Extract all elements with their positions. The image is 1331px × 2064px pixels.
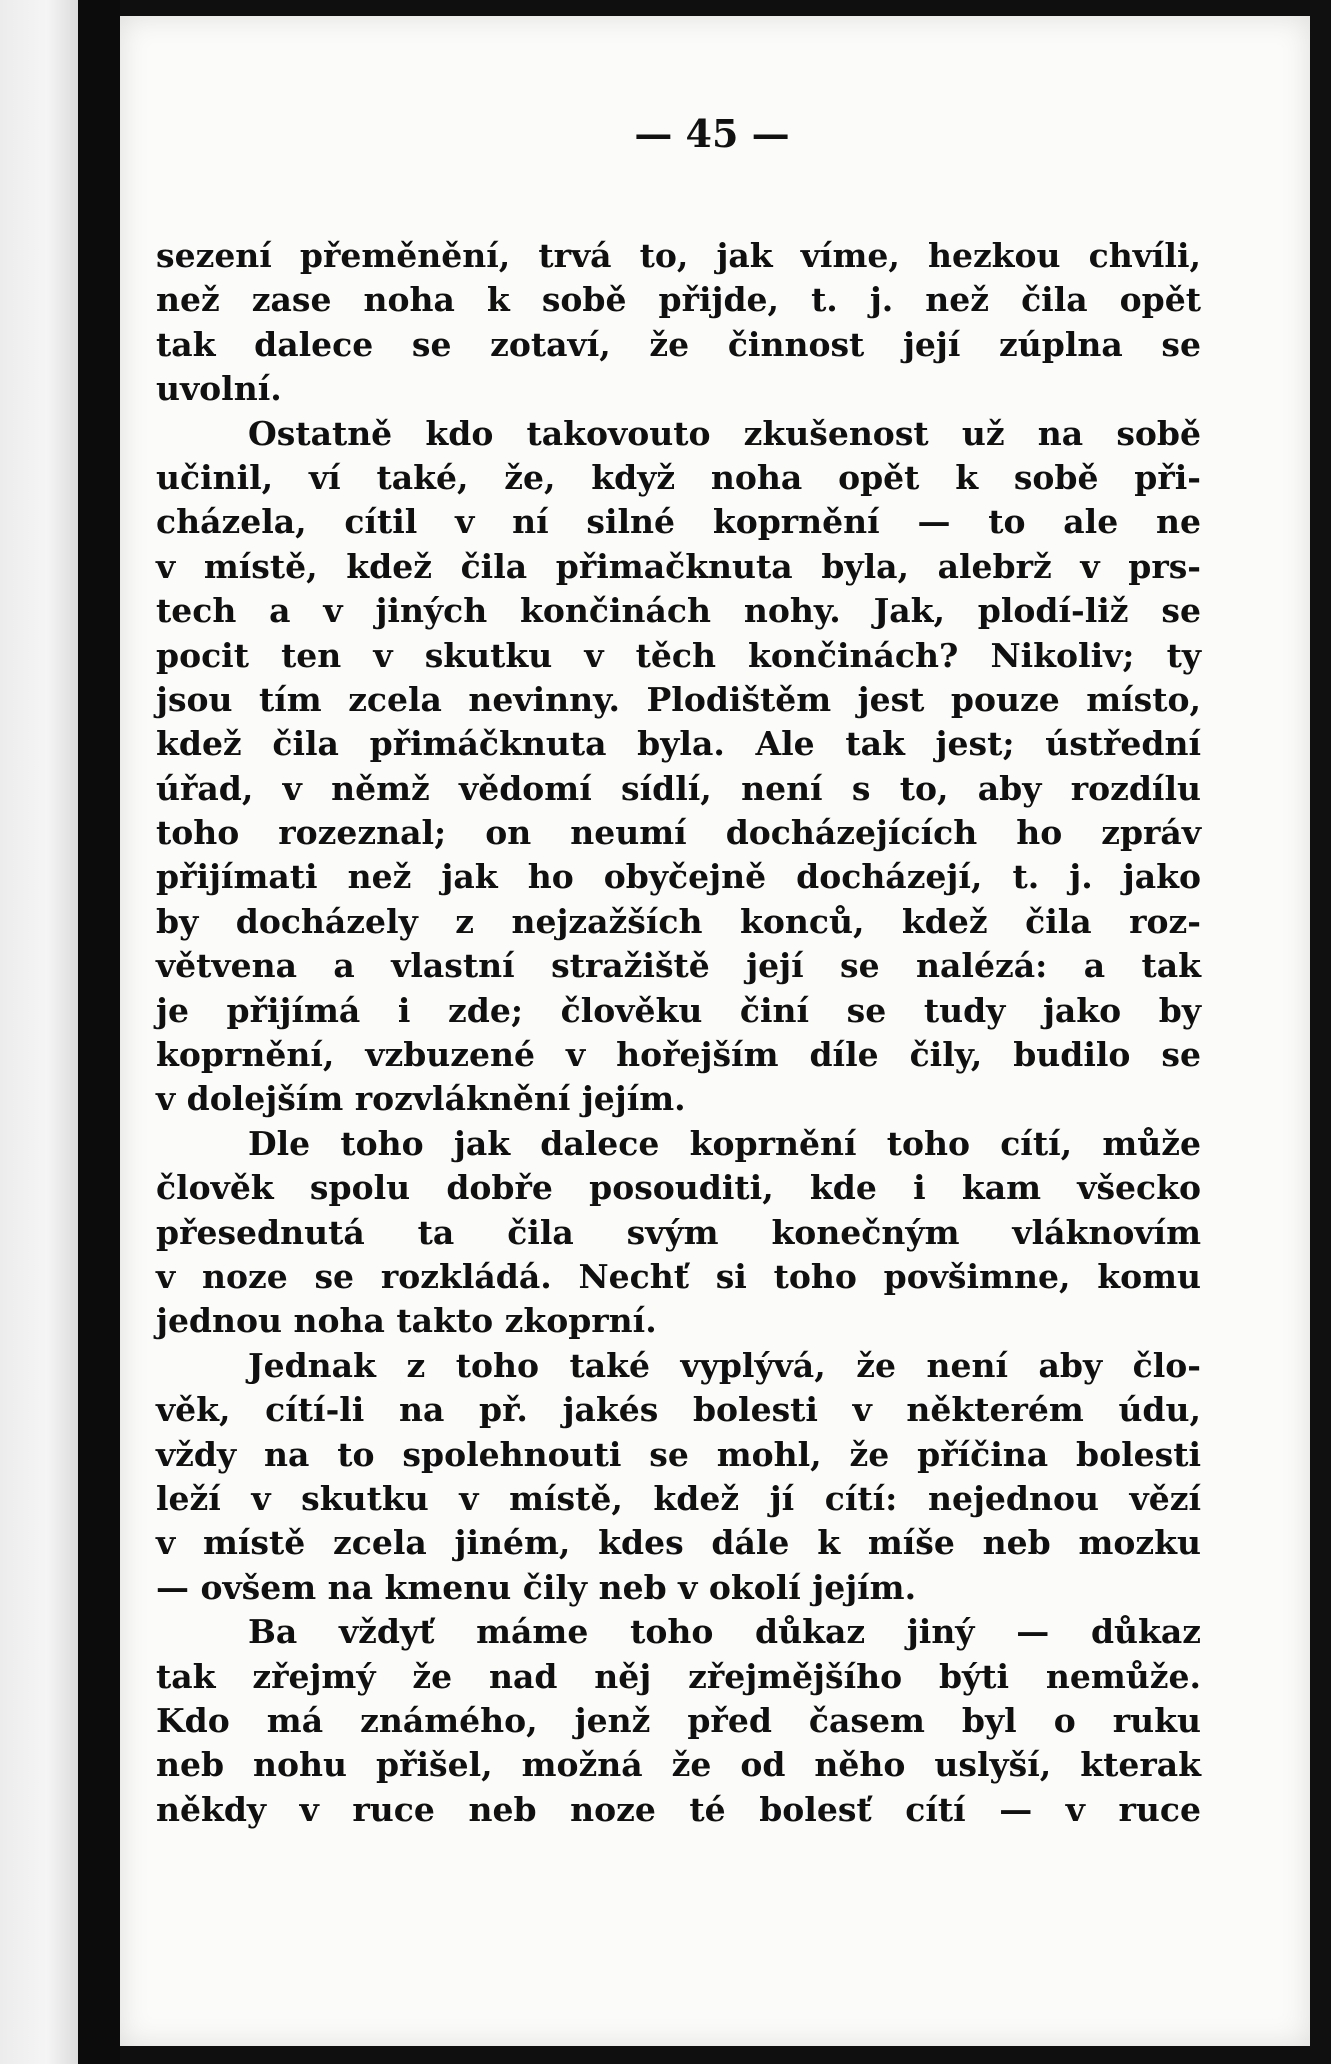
- text-line: Jednak z toho také vyplývá, že není aby člo-: [248, 1345, 1201, 1385]
- text-line: přijímati než jak ho obyčejně docházejí, t. j. jako: [156, 857, 1201, 897]
- text-line: tak zřejmý že nad něj zřejmějšího býti nemůže.: [156, 1656, 1201, 1696]
- text-line: tak dalece se zotaví, že činnost její zúplna se: [156, 324, 1201, 364]
- scan-border: [1310, 0, 1331, 2064]
- text-line: vždy na to spolehnouti se mohl, že příčina bolesti: [156, 1434, 1201, 1474]
- text-line: jsou tím zcela nevinny. Plodištěm jest pouze místo,: [156, 679, 1201, 719]
- text-line: sezení přeměnění, trvá to, jak víme, hezkou chvíli,: [156, 236, 1201, 275]
- text-line: v noze se rozkládá. Nechť si toho povšimne, komu: [156, 1256, 1201, 1296]
- paragraph: [156, 1610, 1201, 1832]
- text-line: Kdo má známého, jenž před časem byl o ruku: [156, 1700, 1201, 1740]
- text-line: v místě zcela jiném, kdes dále k míše neb mozku: [156, 1523, 1201, 1563]
- text-line: pocit ten v skutku v těch končinách? Nikoliv; ty: [156, 635, 1201, 675]
- text-line: v dolejším rozvláknění jejím.: [156, 1079, 686, 1119]
- text-line: úřad, v němž vědomí sídlí, není s to, aby rozdílu: [156, 768, 1201, 808]
- text-line: toho rozeznal; on neumí docházejících ho zpráv: [156, 813, 1201, 853]
- book-gutter: [78, 0, 120, 2064]
- text-line: leží v skutku v místě, kdež jí cítí: nejednou vězí: [156, 1478, 1201, 1518]
- text-line: neb nohu přišel, možná že od něho uslyší, kterak: [156, 1745, 1201, 1785]
- text-line: uvolní.: [156, 369, 282, 409]
- text-line: Dle toho jak dalece koprnění toho cítí, může: [248, 1123, 1201, 1163]
- paragraph: [156, 412, 1201, 1122]
- text-line: než zase noha k sobě přijde, t. j. než čila opět: [156, 280, 1201, 320]
- text-line: věk, cítí-li na př. jakés bolesti v některém údu,: [156, 1390, 1201, 1430]
- text-line: jednou noha takto zkoprní.: [156, 1301, 657, 1341]
- text-line: koprnění, vzbuzené v hořejším díle čily, budilo se: [156, 1035, 1201, 1075]
- page-sheet: [120, 16, 1310, 2046]
- text-line: učinil, ví také, že, když noha opět k sobě při-: [156, 457, 1201, 497]
- text-line: někdy v ruce neb noze té bolesť cítí — v ruce: [156, 1789, 1201, 1829]
- text-line: přesednutá ta čila svým konečným vláknovím: [156, 1212, 1201, 1252]
- text-line: v místě, kdež čila přimačknuta byla, alebrž v prs-: [156, 546, 1201, 586]
- paragraph: [156, 1122, 1201, 1344]
- text-line: by docházely z nejzažších konců, kdež čila roz-: [156, 901, 1201, 941]
- body-text: [156, 234, 1201, 1832]
- text-line: větvena a vlastní stražiště její se nalézá: a tak: [156, 946, 1201, 986]
- paragraph: [156, 234, 1201, 412]
- text-line: člověk spolu dobře posouditi, kde i kam všecko: [156, 1168, 1201, 1208]
- paragraph: [156, 1344, 1201, 1610]
- text-line: — ovšem na kmenu čily neb v okolí jejím.: [156, 1567, 917, 1607]
- text-line: je přijímá i zde; člověku činí se tudy jako by: [156, 990, 1201, 1030]
- text-line: tech a v jiných končinách nohy. Jak, plodí-liž se: [156, 591, 1201, 631]
- page-number: — 45 —: [634, 111, 790, 156]
- text-line: Ba vždyť máme toho důkaz jiný — důkaz: [248, 1612, 1201, 1652]
- text-line: kdež čila přimáčknuta byla. Ale tak jest; ústřední: [156, 724, 1201, 764]
- text-line: Ostatně kdo takovouto zkušenost už na sobě: [248, 413, 1201, 453]
- text-line: cházela, cítil v ní silné koprnění — to ale ne: [156, 502, 1201, 542]
- previous-page-edge: [0, 0, 78, 2064]
